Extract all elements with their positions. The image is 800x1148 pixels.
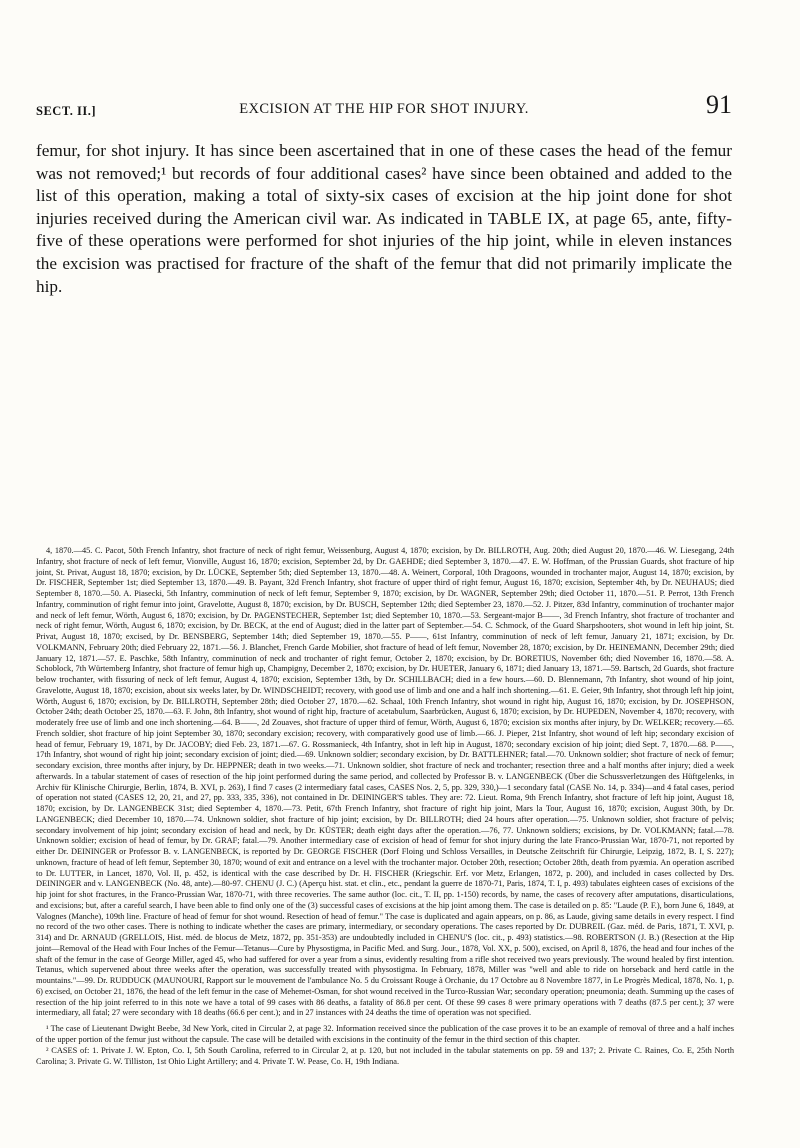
footnote-1: ¹ The case of Lieutenant Dwight Beebe, 3d New York, cited in Circular 2, at page 32. Information received since the publication of the case proves it to be an example of removal of three and a half inches of the upper portion of the femur just without the capsule. The case will be detailed with excisions in the continuity of the femur in the third section of this chapter. xyxy=(36,1024,734,1044)
case-list-text: 4, 1870.—45. C. Pacot, 50th French Infantry, shot fracture of neck of right femur, Weissenburg, August 4, 1870; excision, by Dr. BILLROTH, Aug. 20th; died August 20, 1870.—46. W. Liesegang, 24th Infantry, shot fracture of neck of left femur, Vionville, August 16, 1870; excision, September 2d, by Dr. GAEHDE; died September 3, 1870.—47. E. W. Hoffman, of the Prussian Guards, shot fracture of hip joint, St. Privat, August 18, 1870; excision, by Dr. LÜCKE, September 5th; died September 13, 1870.—48. A. Weinert, Corporal, 10th Dragoons, wounded in trochanter major, August 14, 1870; excision, by Dr. FISCHER, September 1st; died September 13, 1870.—49. B. Payant, 32d French Infantry, shot fracture of upper third of right femur, August 16, 1870; excision, September 4th, by Dr. NEUHAUS; died September 8, 1870.—50. A. Piasecki, 5th Infantry, comminution of neck of left femur, September 9, 1870; excision, by Dr. WAGNER, September 29th; died October 11, 1870.—51. P. Perrot, 13th French Infantry, comminution of right femur into joint, Gravelotte, August 8, 1870; excision, by Dr. BUSCH, September 12th; died September 23, 1870.—52. J. Pitzer, 83d Infantry, comminution of trochanter major and neck of left femur, Wörth, August 6, 1870; excision, by Dr. PAGENSTECHER, September 1st; died September 10, 1870.—53. Sergeant-major B——, 3d French Infantry, shot fracture of trochanter and neck of right femur, Wörth, August 6, 1870; excision, by Dr. BECK, at the end of August; died in the latter part of September.—54. C. Schmock, of the Guard Sharpshooters, shot wound in left hip joint, St. Privat, August 18, 1870; excised, by Dr. BENSBERG, September 14th; died September 19, 1870.—55. P——, 61st Infantry, comminution of neck of left femur, January 21, 1871; excision, by Dr. VOLKMANN, February 20th; died February 22, 1871.—56. J. Blanchet, French Garde Mobilier, shot fracture of head of left femur, November 28, 1870; excision, by Dr. HEINEMANN, December 29th; died January 12, 1871.—57. E. Paschke, 58th Infantry, comminution of neck and trochanter of right femur, October 2, 1870; excision, by Dr. BORETIUS, November 6th; died November 16, 1870.—58. A. Schoblock, 7th Würtemberg Infantry, shot fracture of femur high up, Champigny, December 2, 1870; excision, by Dr. HUETER, January 6, 1871; died January 13, 1871.—59. Bartsch, 2d Guards, shot fracture below trochanter, with fissuring of neck of left femur, August 4, 1870; excision, September 13th, by Dr. SCHILLBACH; died in a few hours.—60. D. Blennemann, 7th Infantry, shot wound of hip joint, Gravelotte, August 18, 1870; excision, about six weeks later, by Dr. WINDSCHEIDT; recovery, with good use of limb and one and a half inch shortening.—61. E. Geier, 9th Infantry, shot through left hip joint, Wörth, August 6, 1870; excision, by Dr. BILLROTH, September 28th; died October 27, 1870.—62. Schaal, 10th French Infantry, shot wound in right hip, August 16, 1870; excision, by Dr. JOSEPHSON, October 24th; death October 25, 1870.—63. F. John, 8th Infantry, shot wound of right hip, fracture of acetabulum, Saarbrücken, August 6, 1870; excision, by Dr. HUPEDEN, November 4, 1870; recovery, with moderately free use of limb and one inch shortening.—64. B——, 2d Zouaves, shot fracture of upper third of femur, Wörth, August 6, 1870; excision six months after injury, by Dr. WELKER; recovery.—65. French soldier, shot fracture of hip joint September 30, 1870; secondary excision; recovery, with comparatively good use of limb.—66. J. Pieper, 21st Infantry, shot wound of left hip; secondary excision of head of femur, February 19, 1871, by Dr. JACOBY; died Feb. 23, 1871.—67. G. Rossmanieck, 4th Infantry, shot in left hip in August, 1870; secondary excision of hip joint; died Sept. 7, 1870.—68. P——, 17th Infantry, shot wound of right hip joint; secondary excision of joint; died.—69. Unknown soldier; secondary excision, by Dr. BATTLEHNER; fatal.—70. Unknown soldier; shot fracture of neck of femur; secondary excision, three months after injury, by Dr. HEPPNER; death in two weeks.—71. Unknown soldier, shot fracture of neck and trochanter; resection three and a half months after injury; died a week afterwards. In a tabular statement of cases of resection of the hip joint performed during the same period, and collected by Professor B. v. LANGENBECK (Über die Schussverletzungen des Hüftgelenks, in Archiv für Klinische Chirurgie, Berlin, 1874, B. XVI, p. 263), I find 7 cases (2 intermediary fatal cases, CASES Nos. 2, 5, pp. 329, 330,)—1 secondary fatal (CASE No. 14, p. 334)—and 4 fatal cases, period of operation not stated (CASES 12, 20, 21, and 27, pp. 333, 335, 336), not contained in Dr. DEININGER'S tables. They are: 72. Lieut. Roma, 9th French Infantry, shot fracture of left hip joint, August 18, 1870; excision, by Dr. LANGENBECK 31st; died September 4, 1870.—73. Petit, 67th French Infantry, shot fracture of right hip joint, Mars la Tour, August 16, 1870; excision, August 30th, by Dr. LANGENBECK; died December 10, 1870.—74. Unknown soldier, shot fracture of hip joint; excision, by Dr. BILLROTH; died 24 hours after operation.—75. Unknown soldier, shot fracture of pelvis; secondary involvement of hip joint; secondary excision of head and neck, by Dr. KÜSTER; death eight days after the operation.—76, 77. Unknown soldiers; excisions, by Dr. VOLKMANN; fatal.—78. Unknown soldier; excision of head of femur, by Dr. GRAF; fatal.—79. Another intermediary case of excision of head of femur for shot injury during the late Franco-Prussian War, 1870-71, not reported by either Dr. DEININGER or Professor B. v. LANGENBECK, is reported by Dr. GEORGE FISCHER (Dorf Floing und Schloss Versailles, in Deutsche Zeitschrift für Chirurgie, Leipzig, 1872, B. I, S. 227); unknown, fracture of head of left femur, September 30, 1870; wound of exit and entrance on a level with the trochanter major. October 20th, resection; October 28th, death from pyæmia. An operation ascribed to Dr. LUTTER, in Lancet, 1870, Vol. II, p. 452, is identical with the case described by Dr. H. FISCHER (Kriegschir. Erf. vor Metz, Erlangen, 1872, p. 200), and included in cases collected by Drs. DEININGER and v. LANGENBECK (No. 48, ante).—80-97. CHENU (J. C.) (Aperçu hist. stat. et clin., etc., pendant la guerre de 1870-71, Paris, 1874, T. I, p. 493) tabulates eighteen cases of excisions of the hip joint for shot fractures, in the Franco-Prussian War, 1870-71, with three recoveries. The same author (loc. cit., T. II, pp. 1-150) records, by name, the cases of recovery after amputations, disarticulations, and excisions; but, after a careful search, I have been able to find only one of the (3) successful cases of excisions at the hip joint among them. The case is detailed on p. 85: "Laude (P. F.), born June 6, 1849, at Valognes (Manche), 109th line. Fracture of head of femur for shot wound. Resection of head of femur." The case is duplicated and again appears, on p. 86, as Laude, giving same details in every respect. I find no record of the two other cases. There is nothing to indicate whether the cases are primary, intermediary, or secondary operations. The cases reported by Dr. DUBREIL (Gaz. méd. de Paris, 1871, T. XVI, p. 314) and Dr. ARNAUD (GRELLOIS, Hist. méd. de blocus de Metz, 1872, pp. 351-353) are undoubtedly included in CHENU'S (loc. cit., p. 493) statistics.—98. ROBERTSON (J. B.) (Resection at the Hip joint—Removal of the Head with Four Inches of the Femur—Tetanus—Cure by Physostigma, in Pacific Med. and Surg. Jour., 1878, Vol. XX, p. 500), excised, on April 8, 1876, the head and four inches of the shaft of the femur in the case of George Miller, aged 45, who had suffered for over a year from a sinus, evidently resulting from a rifle shot received two years previously. The wound healed by first intention. Tetanus, which supervened about three weeks after the operation, was successfully treated with physostigma. In February, 1878, Miller was "well and able to ride on horseback and herd cattle in the mountains."—99. Dr. RUDDUCK (MAUNOURI, Rapport sur le mouvement de l'ambulance No. 5 du Croissant Rouge à Orchanie, du 17 Octobre au 8 Novembre 1877, in Le Progrès Medical, 1878, No. 1, p. 6) excised, on October 21, 1876, the head of the left femur in the case of Mehemet-Osman, for shot wound received in the Turco-Russian War; secondary operation; pneumonia; death. Summing up the cases of resection of the hip joint referred to in this note we have a total of 99 cases with 86 deaths, a fatality of 86.8 per cent. Of these 99 cases 8 were primary operations with 7 deaths (87.5 per cent.); 37 were intermediary, all fatal; 27 were secondary with 18 deaths (66.6 per cent.); and in 27 instances with 24 deaths the time of operation was not specified. xyxy=(36,546,735,1018)
page-title: EXCISION AT THE HIP FOR SHOT INJURY. xyxy=(239,101,529,117)
case-list xyxy=(36,546,734,1019)
section-label: SECT. II.] xyxy=(36,104,96,118)
lead-paragraph: femur, for shot injury. It has since been ascertained that in one of these cases the head of the femur was not removed;¹ but records of four additional cases² have since been obtained and added to the list of this operation, making a total of sixty-six cases of excision at the hip joint done for shot injuries received during the American civil war. As indicated in TABLE IX, at page 65, ante, fifty-five of these operations were performed for shot injuries of the hip joint, while in eleven instances the excision was practised for fracture of the shaft of the femur that did not primarily implicate the hip. xyxy=(36,141,732,296)
running-header xyxy=(36,90,732,120)
page-number: 91 xyxy=(706,90,732,119)
footnote-2: ² CASES of: 1. Private J. W. Epton, Co. I, 5th South Carolina, referred to in Circular 2, at p. 120, but not included in the tabular statements on pp. 59 and 137; 2. Private C. Raines, Co. E, 25th North Carolina; 3. Private G. W. Tilliston, 1st Ohio Light Artillery; and 4. Private T. W. Pease, Co. H, 19th Indiana. xyxy=(36,1045,734,1066)
footnotes xyxy=(36,1024,734,1068)
